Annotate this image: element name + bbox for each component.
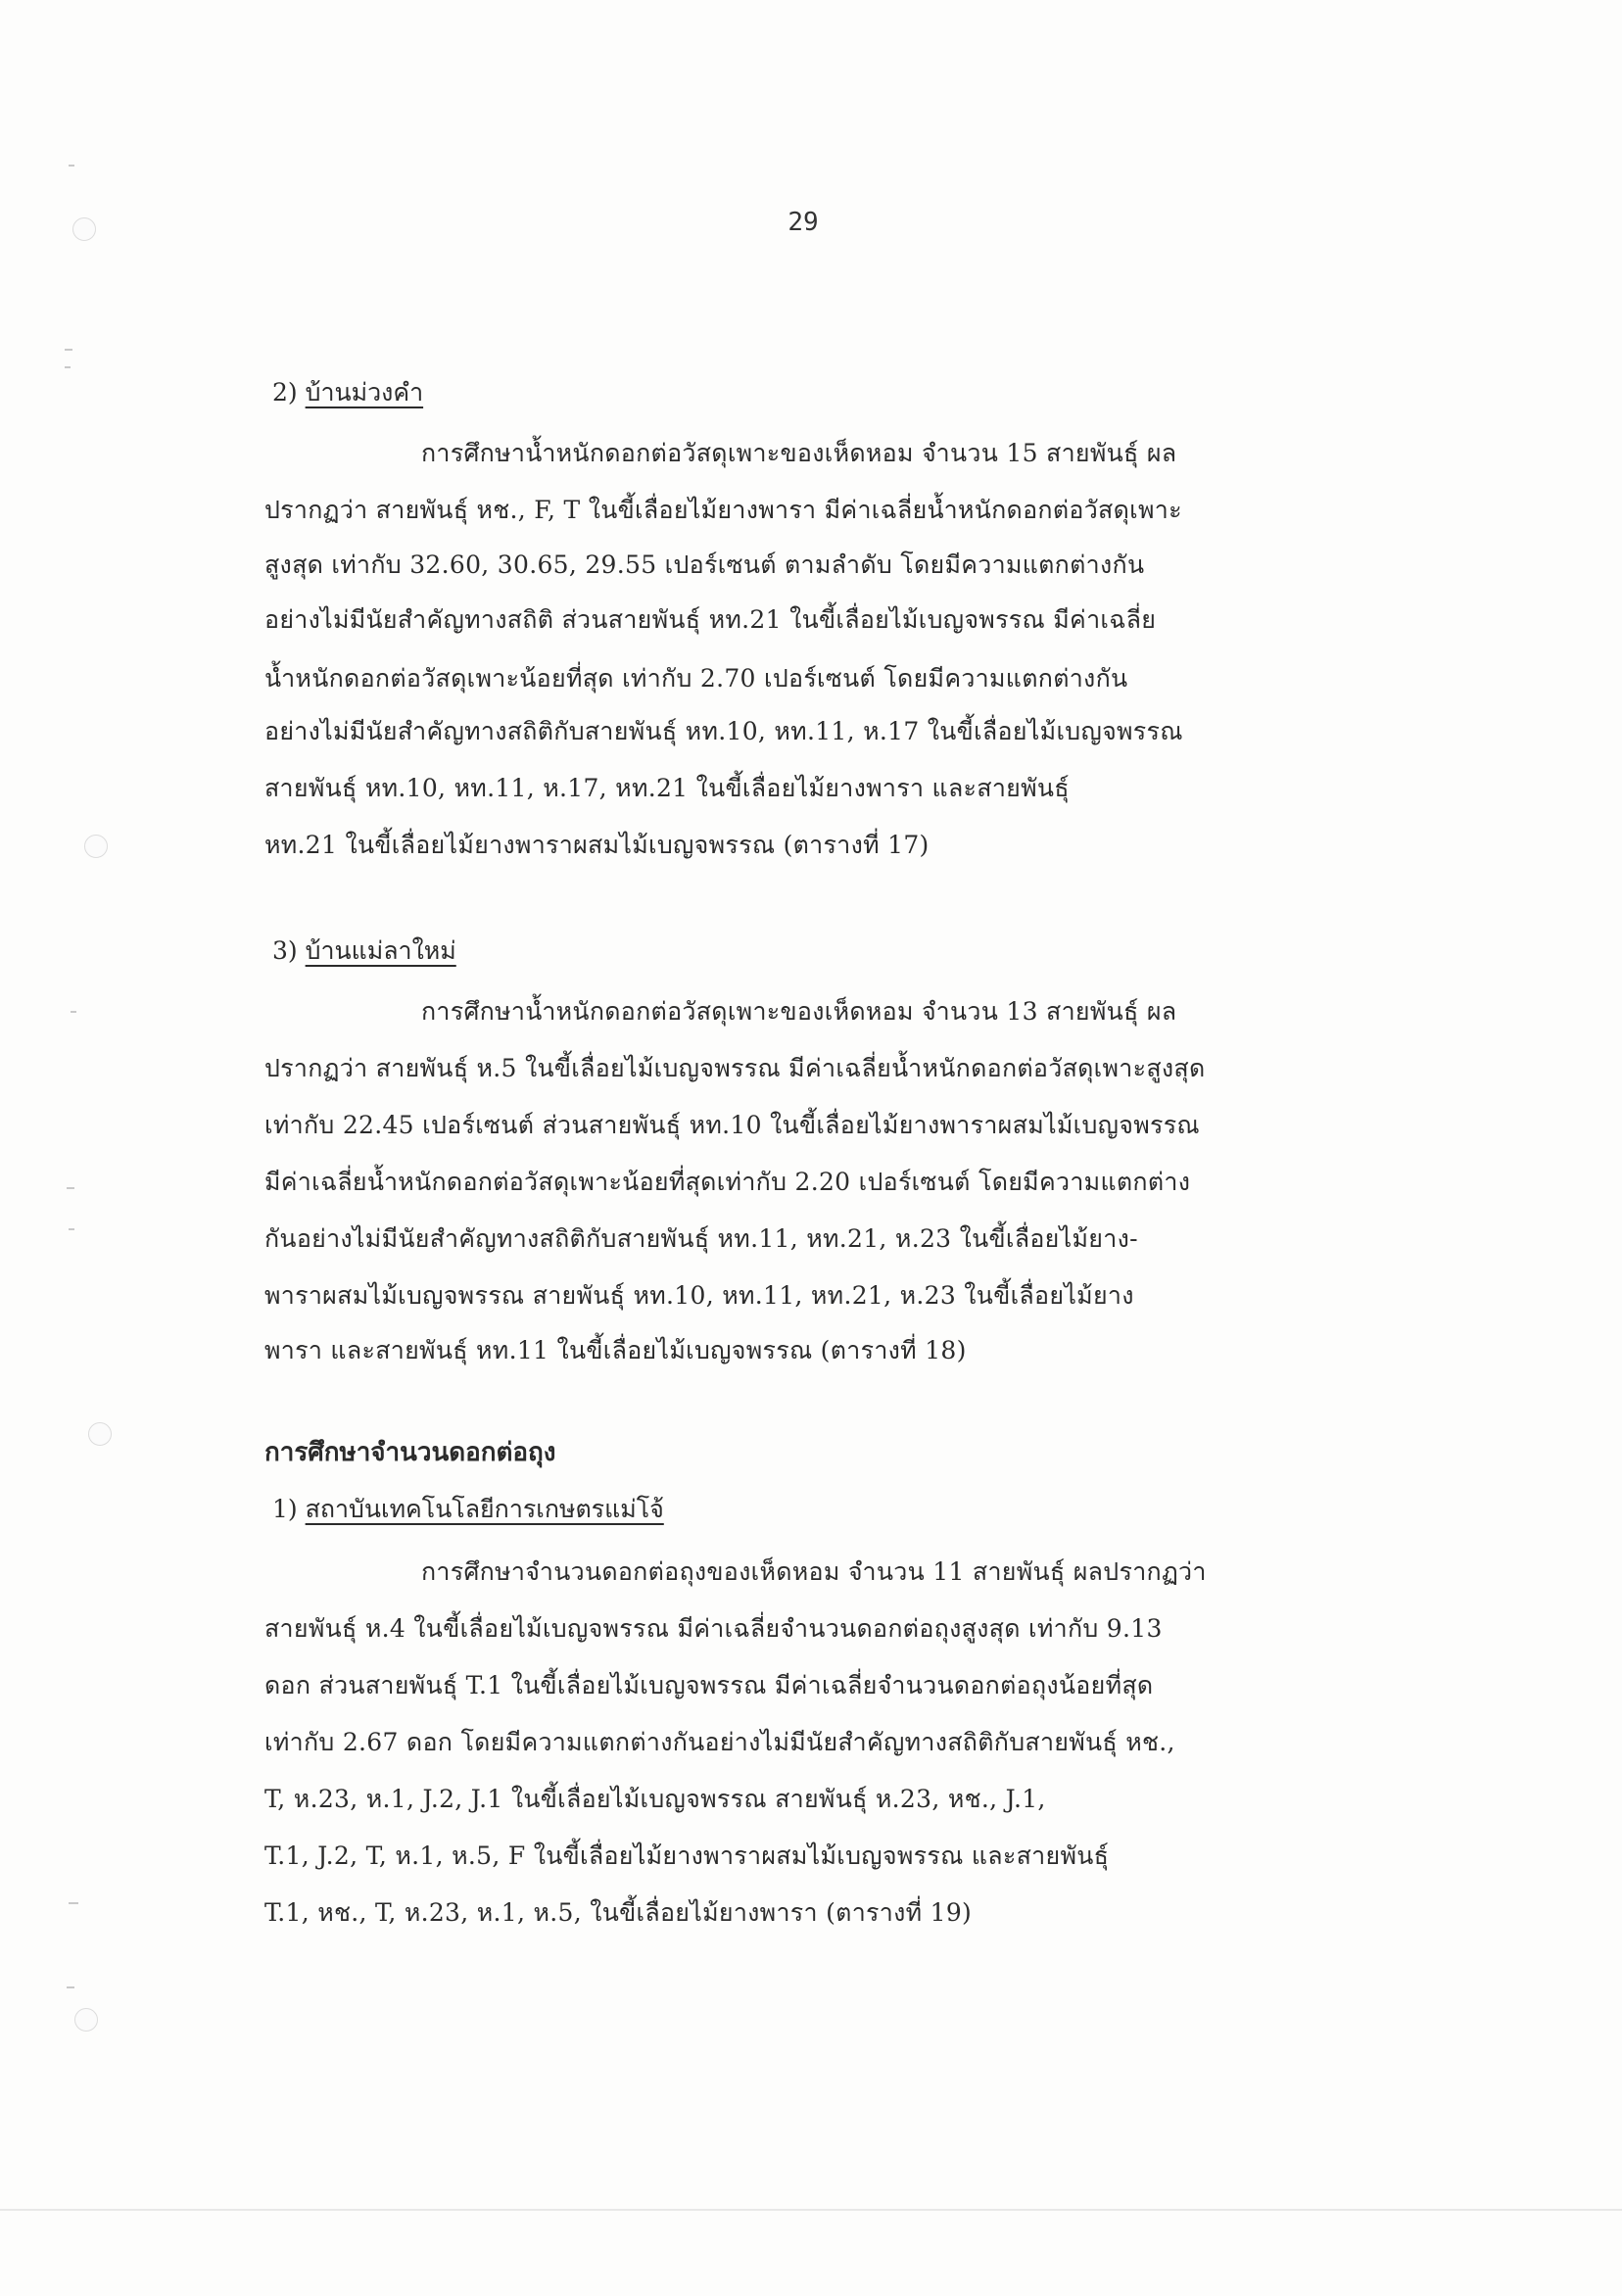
- paragraph-line: สูงสุด เท่ากับ 32.60, 30.65, 29.55 เปอร์เซนต์ ตามลำดับ โดยมีความแตกต่างกัน: [264, 550, 1145, 579]
- paragraph-line: การศึกษาจำนวนดอกต่อถุงของเห็ดหอม จำนวน 11 สายพันธุ์ ผลปรากฏว่า: [421, 1557, 1207, 1586]
- paragraph-line: พารา และสายพันธุ์ หท.11 ในขี้เลื่อยไม้เบญจพรรณ (ตารางที่ 18): [264, 1336, 967, 1364]
- paragraph-line: ปรากฏว่า สายพันธุ์ หช., F, T ในขี้เลื่อยไม้ยางพารา มีค่าเฉลี่ยน้ำหนักดอกต่อวัสดุเพาะ: [264, 496, 1182, 524]
- section-title: บ้านแม่ลาใหม่: [305, 936, 456, 965]
- paragraph-line: T.1, หช., T, ห.23, ห.1, ห.5, ในขี้เลื่อยไม้ยางพารา (ตารางที่ 19): [264, 1898, 973, 1927]
- main-heading: การศึกษาจำนวนดอกต่อถุง: [264, 1438, 556, 1467]
- scan-speck: [71, 1011, 76, 1013]
- scan-speck: [67, 1187, 74, 1189]
- page-number: 29: [787, 208, 819, 237]
- paragraph-line: มีค่าเฉลี่ยน้ำหนักดอกต่อวัสดุเพาะน้อยที่สุดเท่ากับ 2.20 เปอร์เซนต์ โดยมีความแตกต่าง: [264, 1168, 1191, 1196]
- paragraph-line: ปรากฏว่า สายพันธุ์ ห.5 ในขี้เลื่อยไม้เบญจพรรณ มีค่าเฉลี่ยน้ำหนักดอกต่อวัสดุเพาะสูงสุด: [264, 1054, 1206, 1082]
- section-heading-ban-muang-kham: [272, 376, 423, 409]
- section-heading-maejo-institute: [272, 1493, 664, 1526]
- scan-speck: [69, 1228, 74, 1230]
- scan-speck: [69, 1902, 78, 1904]
- paragraph-line: ดอก ส่วนสายพันธุ์ T.1 ในขี้เลื่อยไม้เบญจพรรณ มีค่าเฉลี่ยจำนวนดอกต่อถุงน้อยที่สุด: [264, 1671, 1154, 1699]
- binding-hole: [74, 2008, 98, 2032]
- paragraph-line: สายพันธุ์ หท.10, หท.11, ห.17, หท.21 ในขี้เลื่อยไม้ยางพารา และสายพันธุ์: [264, 774, 1070, 802]
- paragraph-line: T, ห.23, ห.1, J.2, J.1 ในขี้เลื่อยไม้เบญจพรรณ สายพันธุ์ ห.23, หช., J.1,: [264, 1785, 1046, 1813]
- paragraph-line: สายพันธุ์ ห.4 ในขี้เลื่อยไม้เบญจพรรณ มีค่าเฉลี่ยจำนวนดอกต่อถุงสูงสุด เท่ากับ 9.13: [264, 1614, 1163, 1643]
- scan-speck: [67, 1986, 74, 1988]
- scan-speck: [65, 349, 72, 351]
- scan-edge-line: [0, 2209, 1622, 2211]
- section-number: 3): [272, 936, 298, 965]
- binding-hole: [84, 835, 108, 858]
- paragraph-line: กันอย่างไม่มีนัยสำคัญทางสถิติกับสายพันธุ์ หท.11, หท.21, ห.23 ในขี้เลื่อยไม้ยาง-: [264, 1224, 1138, 1253]
- paragraph-line: อย่างไม่มีนัยสำคัญทางสถิติ ส่วนสายพันธุ์ หท.21 ในขี้เลื่อยไม้เบญจพรรณ มีค่าเฉลี่ย: [264, 605, 1157, 634]
- paragraph-line: พาราผสมไม้เบญจพรรณ สายพันธุ์ หท.10, หท.11, หท.21, ห.23 ในขี้เลื่อยไม้ยาง: [264, 1281, 1134, 1310]
- paragraph-line: หท.21 ในขี้เลื่อยไม้ยางพาราผสมไม้เบญจพรรณ (ตารางที่ 17): [264, 831, 930, 859]
- section-title: บ้านม่วงคำ: [305, 378, 424, 407]
- paragraph-line: เท่ากับ 2.67 ดอก โดยมีความแตกต่างกันอย่างไม่มีนัยสำคัญทางสถิติกับสายพันธุ์ หช.,: [264, 1728, 1175, 1756]
- binding-hole: [88, 1422, 112, 1446]
- section-number: 1): [272, 1495, 298, 1523]
- paragraph-line: อย่างไม่มีนัยสำคัญทางสถิติกับสายพันธุ์ หท.10, หท.11, ห.17 ในขี้เลื่อยไม้เบญจพรรณ: [264, 717, 1183, 745]
- section-heading-ban-mae-la-mai: [272, 934, 456, 968]
- scan-speck: [69, 165, 74, 167]
- paragraph-line: T.1, J.2, T, ห.1, ห.5, F ในขี้เลื่อยไม้ยางพาราผสมไม้เบญจพรรณ และสายพันธุ์: [264, 1842, 1110, 1870]
- section-title: สถาบันเทคโนโลยีการเกษตรแม่โจ้: [305, 1495, 664, 1523]
- scan-speck: [65, 366, 71, 368]
- paragraph-line: เท่ากับ 22.45 เปอร์เซนต์ ส่วนสายพันธุ์ หท.10 ในขี้เลื่อยไม้ยางพาราผสมไม้เบญจพรรณ: [264, 1111, 1200, 1139]
- paragraph-line: การศึกษาน้ำหนักดอกต่อวัสดุเพาะของเห็ดหอม จำนวน 13 สายพันธุ์ ผล: [421, 997, 1177, 1026]
- paragraph-line: น้ำหนักดอกต่อวัสดุเพาะน้อยที่สุด เท่ากับ 2.70 เปอร์เซนต์ โดยมีความแตกต่างกัน: [264, 664, 1128, 693]
- section-number: 2): [272, 378, 298, 407]
- paragraph-line: การศึกษาน้ำหนักดอกต่อวัสดุเพาะของเห็ดหอม จำนวน 15 สายพันธุ์ ผล: [421, 439, 1177, 467]
- binding-hole: [72, 217, 96, 241]
